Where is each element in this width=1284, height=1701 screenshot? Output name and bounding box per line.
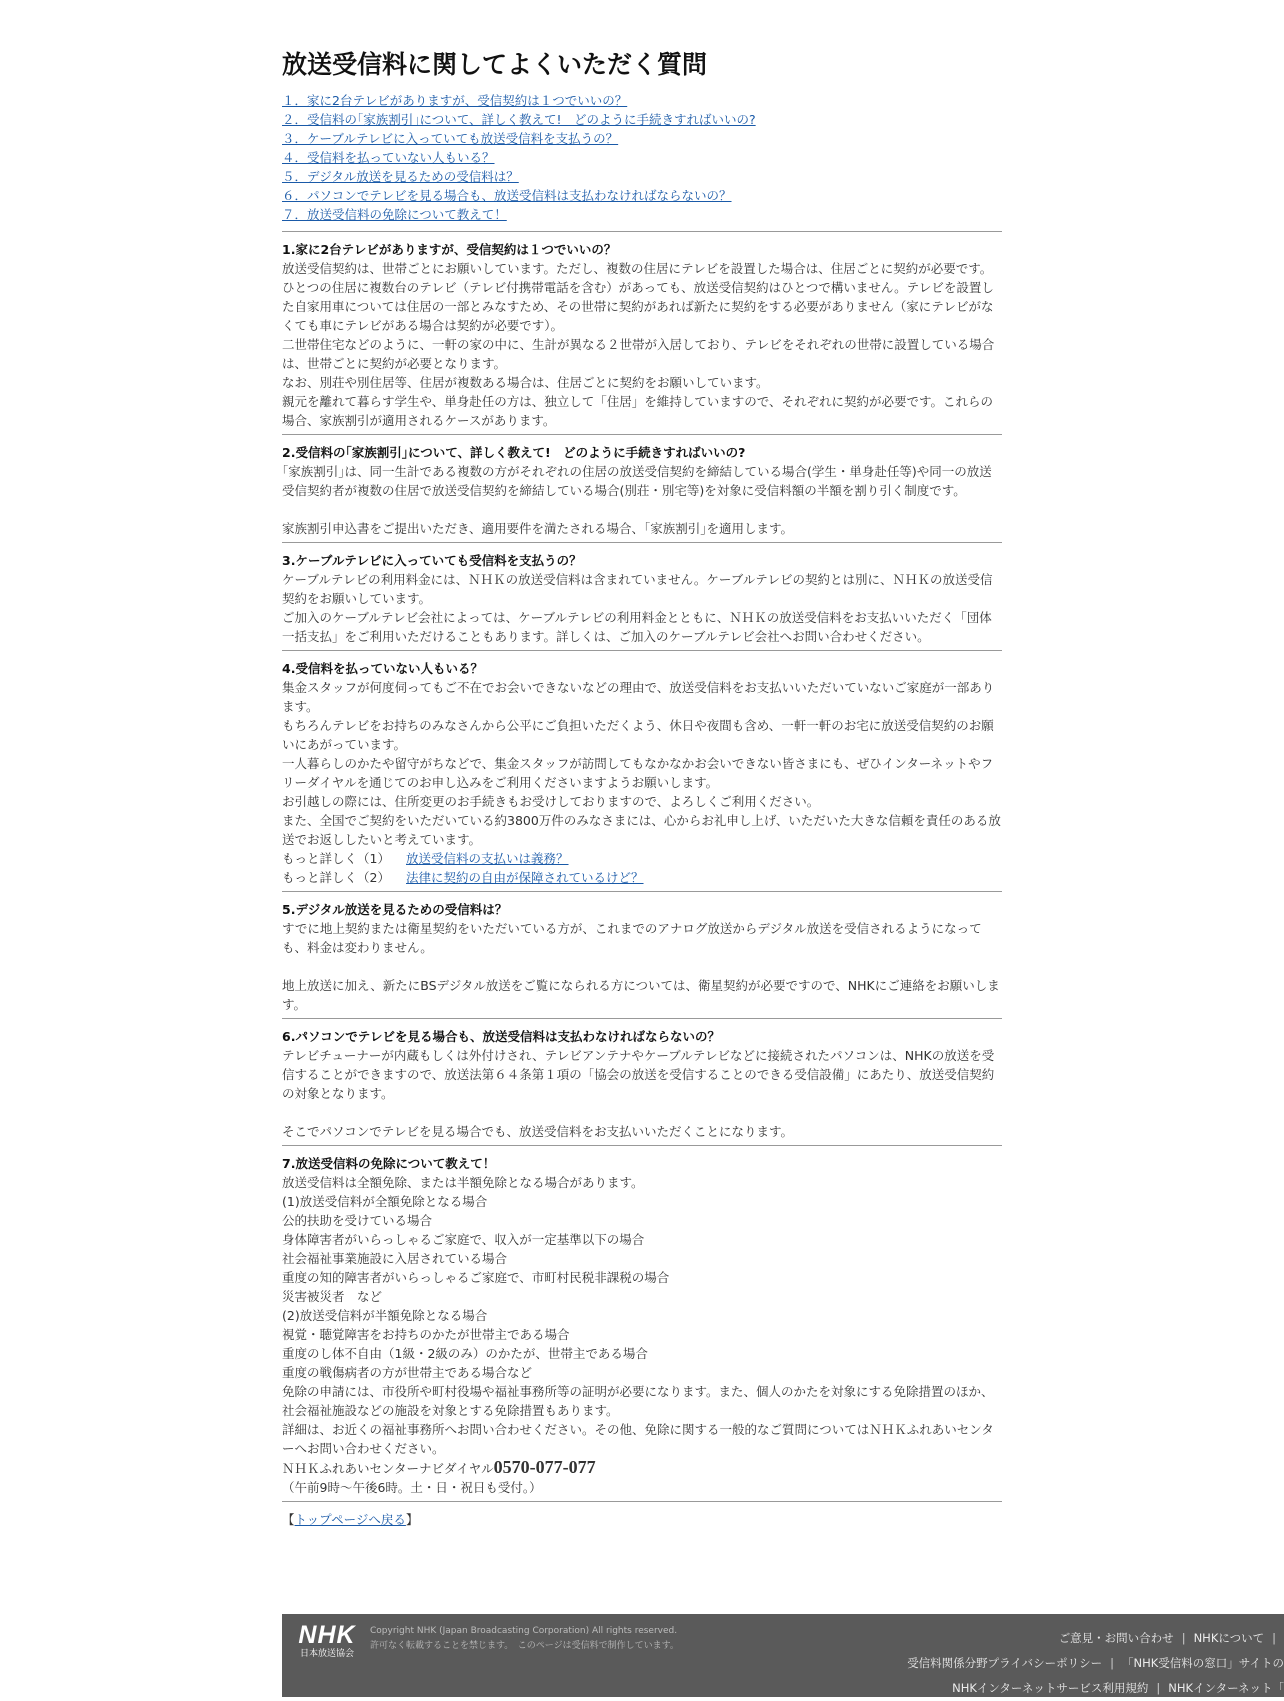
qa-section-4 [282, 650, 1002, 891]
answer-paragraph: 家族割引申込書をご提出いただき、適用要件を満たされる場合、｢家族割引｣を適用します。 [282, 521, 794, 536]
qa-section-3 [282, 542, 1002, 650]
footer-link-privacy-policy[interactable]: 受信料関係分野プライバシーポリシー [907, 1656, 1103, 1670]
more-detail-link-1[interactable]: 放送受信料の支払いは義務？ [406, 851, 569, 866]
toc-link-2[interactable]: ２．受信料の｢家族割引｣について、詳しく教えて! どのように手続きすればいいの? [282, 112, 756, 127]
answer-paragraph: お引越しの際には、住所変更のお手続きもお受けしておりますので、よろしくご利用ください。 [282, 794, 820, 809]
answer-line: 免除の申請には、市役所や町村役場や福祉事務所等の証明が必要になります。また、個人のかたを対象にする免除措置のほか、社会福祉施設などの施設を対象とする免除措置もあります。 [282, 1384, 994, 1418]
nhk-logo-mark: NHK [298, 1621, 356, 1649]
answer-paragraph: 親元を離れて暮らす学生や、単身赴任の方は、独立して「住居」を維持していますので、それぞれに契約が必要です。これらの場合、家族割引が適用されるケースがあります。 [282, 394, 994, 428]
answer-line: 災害被災者 など [282, 1289, 383, 1304]
reception-hours: （午前9時～午後6時。土・日・祝日も受付。） [282, 1480, 542, 1495]
footer-separator: | [1181, 1631, 1186, 1645]
answer-paragraph: ｢家族割引｣は、同一生計である複数の方がそれぞれの住居の放送受信契約を締結している場合(学生・単身赴任等)や同一の放送受信契約者が複数の住居で放送受信契約を締結している場合(別荘・別宅等)を対象に受信料額の半額を割り引く制度です。 [282, 464, 992, 498]
answer-line: (2)放送受信料が半額免除となる場合 [282, 1308, 488, 1323]
bracket-close: 】 [405, 1512, 419, 1527]
site-footer [282, 1614, 1284, 1697]
question-title: 7.放送受信料の免除について教えて！ [282, 1156, 496, 1171]
answer-line: 重度のし体不自由（1級・2級のみ）のかたが、世帯主である場合 [282, 1346, 648, 1361]
nhk-logo[interactable] [294, 1622, 360, 1660]
answer-line: 重度の戦傷病者の方が世帯主である場合など [282, 1365, 533, 1380]
more-detail-label: もっと詳しく（2） [282, 870, 390, 885]
footer-link-internet-service[interactable]: NHKインターネット「 [1168, 1681, 1284, 1695]
footer-link-inquiry[interactable]: ご意見・お問い合わせ [1058, 1631, 1174, 1645]
answer-paragraph: すでに地上契約または衛星契約をいただいている方が、これまでのアナログ放送からデジタル放送を受信されるようになっても、料金は変わりません。 [282, 921, 982, 955]
navi-dial-number: 0570-077-077 [493, 1457, 596, 1477]
answer-line: 詳細は、お近くの福祉事務所へお問い合わせください。その他、免除に関する一般的なご質問についてはＮＨＫふれあいセンターへお問い合わせください。 [282, 1422, 994, 1456]
bracket-open: 【 [282, 1512, 295, 1527]
more-detail-row-1 [282, 849, 1002, 868]
qa-section-2 [282, 434, 1002, 542]
question-title: 4.受信料を払っていない人もいる？ [282, 661, 483, 676]
answer-line: 身体障害者がいらっしゃるご家庭で、収入が一定基準以下の場合 [282, 1232, 645, 1247]
question-title: 1.家に2台テレビがありますが、受信契約は１つでいいの？ [282, 242, 617, 257]
footer-separator: | [1110, 1656, 1114, 1670]
footer-link-about-nhk[interactable]: NHKについて [1193, 1631, 1265, 1645]
answer-line: 社会福祉事業施設に入居されている場合 [282, 1251, 508, 1266]
answer-paragraph: なお、別荘や別住居等、住居が複数ある場合は、住居ごとに契約をお願いしています。 [282, 375, 769, 390]
navi-dial-label: ＮＨＫふれあいセンターナビダイヤル [282, 1461, 494, 1476]
answer-paragraph: ご加入のケーブルテレビ会社によっては、ケーブルテレビの利用料金とともに、ＮＨＫの放送受信料をお支払いいただく「団体一括支払」をご利用いただけることもあります。詳しくは、ご加入のケーブルテレビ会社へお問い合わせください。 [282, 610, 992, 644]
qa-section-7 [282, 1145, 1002, 1501]
qa-section-6 [282, 1018, 1002, 1145]
back-to-top-link[interactable]: トップページへ戻る [294, 1512, 406, 1527]
toc-link-3[interactable]: ３．ケーブルテレビに入っていても放送受信料を支払うの？ [282, 131, 619, 146]
question-title: 6.パソコンでテレビを見る場合も、放送受信料は支払わなければならないの？ [282, 1029, 720, 1044]
page-title: 放送受信料に関してよくいただく質問 [282, 50, 708, 79]
more-detail-row-2 [282, 868, 1002, 887]
answer-line: 視覚・聴覚障害をお持ちのかたが世帯主である場合 [282, 1327, 570, 1342]
answer-line: 公的扶助を受けている場合 [282, 1213, 433, 1228]
answer-line: 放送受信料は全額免除、または半額免除となる場合があります。 [282, 1175, 644, 1190]
answer-line: 重度の知的障害者がいらっしゃるご家庭で、市町村民税非課税の場合 [282, 1270, 670, 1285]
more-detail-link-2[interactable]: 法律に契約の自由が保障されているけど？ [406, 870, 644, 885]
footer-separator: | [1272, 1631, 1276, 1645]
navi-dial-line [282, 1458, 1002, 1478]
qa-section-1 [282, 231, 1002, 434]
qa-section-5 [282, 891, 1002, 1018]
nhk-logo-org: 日本放送協会 [299, 1649, 354, 1659]
answer-paragraph: ひとつの住居に複数台のテレビ（テレビ付携帯電話を含む）があっても、放送受信契約はひとつで構いません。テレビを設置した自家用車については住居の一部とみなすため、その世帯に契約があれば新たに契約をする必要がありません（家にテレビがなくても車にテレビがある場合は契約が必要です）。 [282, 280, 994, 333]
main-content [282, 50, 1002, 1529]
footer-link-madoguchi-site[interactable]: 「NHK受信料の窓口」サイトの [1122, 1656, 1284, 1670]
toc-list [282, 91, 1002, 224]
toc-link-6[interactable]: ６．パソコンでテレビを見る場合も、放送受信料は支払わなければならないの？ [282, 188, 732, 203]
toc-link-5[interactable]: ５．デジタル放送を見るための受信料は？ [282, 169, 519, 184]
more-detail-label: もっと詳しく（1） [282, 851, 390, 866]
footer-separator: | [1156, 1681, 1161, 1695]
answer-paragraph: 集金スタッフが何度伺ってもご不在でお会いできないなどの理由で、放送受信料をお支払いいただいていないご家庭が一部あります。 [282, 680, 995, 714]
footer-copyright [370, 1624, 679, 1654]
answer-paragraph: テレビチューナーが内蔵もしくは外付けされ、テレビアンテナやケーブルテレビなどに接続されたパソコンは、NHKの放送を受信することができますので、放送法第６４条第１項の「協会の放送を受信することのできる受信設備」にあたり、放送受信契約の対象となります。 [282, 1048, 995, 1101]
footer-link-internet-terms[interactable]: NHKインターネットサービス利用規約 [952, 1681, 1149, 1695]
answer-paragraph: また、全国でご契約をいただいている約3800万件のみなさまには、心からお礼申し上げ、いただいた大きな信頼を責任のある放送でお返ししたいと考えています。 [282, 813, 1001, 847]
answer-paragraph: 二世帯住宅などのように、一軒の家の中に、生計が異なる２世帯が入居しており、テレビをそれぞれの世帯に設置している場合は、世帯ごとに契約が必要となります。 [282, 337, 995, 371]
answer-paragraph: ケーブルテレビの利用料金には、ＮＨＫの放送受信料は含まれていません。ケーブルテレビの契約とは別に、ＮＨＫの放送受信契約をお願いしています。 [282, 572, 993, 606]
answer-paragraph: 放送受信契約は、世帯ごとにお願いしています。ただし、複数の住居にテレビを設置した場合は、住居ごとに契約が必要です。 [282, 261, 993, 276]
answer-paragraph: 一人暮らしのかたや留守がちなどで、集金スタッフが訪問してもなかなかお会いできない皆さまにも、ぜひインターネットやフリーダイヤルを通じてのお申し込みをご利用くださいますようお願いします。 [282, 756, 994, 790]
back-to-top [282, 1501, 1002, 1529]
copyright-text: Copyright NHK (Japan Broadcasting Corporation) All rights reserved. [370, 1626, 678, 1636]
reprint-notice: 許可なく転載することを禁じます。 このページは受信料で制作しています。 [370, 1641, 679, 1651]
question-title: 5.デジタル放送を見るための受信料は？ [282, 902, 508, 917]
question-title: 2.受信料の｢家族割引｣について、詳しく教えて! どのように手続きすればいいの? [282, 445, 746, 460]
toc-link-1[interactable]: １．家に2台テレビがありますが、受信契約は１つでいいの？ [282, 93, 628, 108]
toc-link-7[interactable]: ７．放送受信料の免除について教えて！ [282, 207, 507, 222]
answer-paragraph: そこでパソコンでテレビを見る場合でも、放送受信料をお支払いいただくことになります。 [282, 1124, 794, 1139]
footer-links [907, 1626, 1284, 1701]
toc-link-4[interactable]: ４．受信料を払っていない人もいる？ [282, 150, 495, 165]
answer-line: (1)放送受信料が全額免除となる場合 [282, 1194, 488, 1209]
question-title: 3.ケーブルテレビに入っていても受信料を支払うの？ [282, 553, 582, 568]
answer-paragraph: 地上放送に加え、新たにBSデジタル放送をご覧になられる方については、衛星契約が必要ですので、NHKにご連絡をお願いします。 [282, 978, 1000, 1012]
answer-paragraph: もちろんテレビをお持ちのみなさんから公平にご負担いただくよう、休日や夜間も含め、一軒一軒のお宅に放送受信契約のお願いにあがっています。 [282, 718, 994, 752]
